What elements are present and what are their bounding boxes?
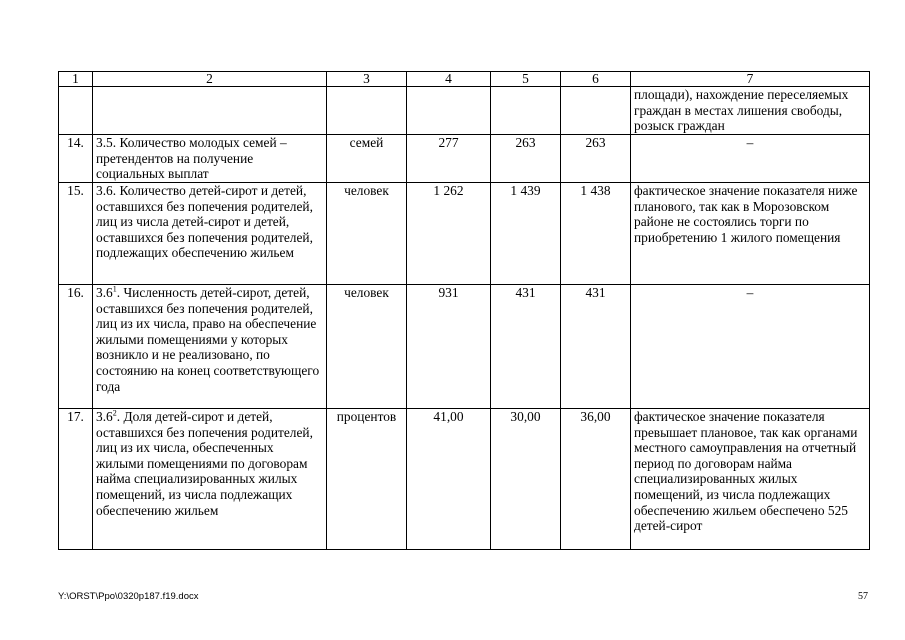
table-row — [59, 135, 870, 183]
value-cell: 263 — [561, 135, 631, 183]
unit-cell: семей — [327, 135, 407, 183]
header-cell: 5 — [491, 72, 561, 87]
file-path: Y:\ORST\Ppo\0320p187.f19.docx — [58, 591, 199, 602]
unit-cell: процентов — [327, 409, 407, 550]
header-cell: 3 — [327, 72, 407, 87]
empty-cell — [407, 87, 491, 135]
empty-cell — [93, 87, 327, 135]
continuation-row — [59, 87, 870, 135]
row-number: 14. — [59, 135, 93, 183]
empty-cell — [561, 87, 631, 135]
table-header-row — [59, 72, 870, 87]
table-row — [59, 409, 870, 550]
empty-cell — [491, 87, 561, 135]
note-cell: площади), нахождение переселяемых граждан в местах лишения свободы, розыск граждан — [631, 87, 870, 135]
note-cell: фактическое значение показателя ниже планового, так как в Морозовском районе не состоялись торги по приобретению 1 жилого помещения — [631, 183, 870, 285]
header-cell: 4 — [407, 72, 491, 87]
note-cell: – — [631, 285, 870, 409]
note-cell: фактическое значение показателя превышает плановое, так как органами местного самоуправления на отчетный период по договорам найма специализированных жилых помещений, из числа подлежащих обеспечению жильем обеспечено 525 детей-сирот — [631, 409, 870, 550]
value-cell: 277 — [407, 135, 491, 183]
value-cell: 263 — [491, 135, 561, 183]
value-cell: 41,00 — [407, 409, 491, 550]
header-cell: 1 — [59, 72, 93, 87]
indicator-name: 3.6. Количество детей-сирот и детей, оставшихся без попечения родителей, лиц из числа детей-сирот и детей, оставшихся без попечения родителей, подлежащих обеспечению жильем — [93, 183, 327, 285]
empty-cell — [327, 87, 407, 135]
row-number: 16. — [59, 285, 93, 409]
header-cell: 2 — [93, 72, 327, 87]
value-cell: 1 439 — [491, 183, 561, 285]
header-cell: 7 — [631, 72, 870, 87]
value-cell: 1 438 — [561, 183, 631, 285]
value-cell: 36,00 — [561, 409, 631, 550]
indicator-name: $3.6^2$. Доля детей-сирот и детей, оставшихся без попечения родителей, лиц из их числа, обеспеченных жилыми помещениями по договорам найма специализированных жилых помещений, из числа подлежащих обеспечению жильем — [93, 409, 327, 550]
unit-cell: человек — [327, 183, 407, 285]
table-row — [59, 183, 870, 285]
value-cell: 931 — [407, 285, 491, 409]
value-cell: 431 — [491, 285, 561, 409]
note-cell: – — [631, 135, 870, 183]
header-cell: 6 — [561, 72, 631, 87]
table-row — [59, 285, 870, 409]
row-number: 17. — [59, 409, 93, 550]
value-cell: 431 — [561, 285, 631, 409]
row-number: 15. — [59, 183, 93, 285]
indicator-name: $3.6^1$. Численность детей-сирот, детей, оставшихся без попечения родителей, лиц из их числа, право на обеспечение жилыми помещениями у которых возникло и не реализовано, по состоянию на конец соответствующего года — [93, 285, 327, 409]
page-number: 57 — [858, 591, 868, 602]
empty-cell — [59, 87, 93, 135]
indicator-name: 3.5. Количество молодых семей – претендентов на получение социальных выплат — [93, 135, 327, 183]
value-cell: 1 262 — [407, 183, 491, 285]
unit-cell: человек — [327, 285, 407, 409]
indicators-table — [58, 71, 870, 550]
value-cell: 30,00 — [491, 409, 561, 550]
